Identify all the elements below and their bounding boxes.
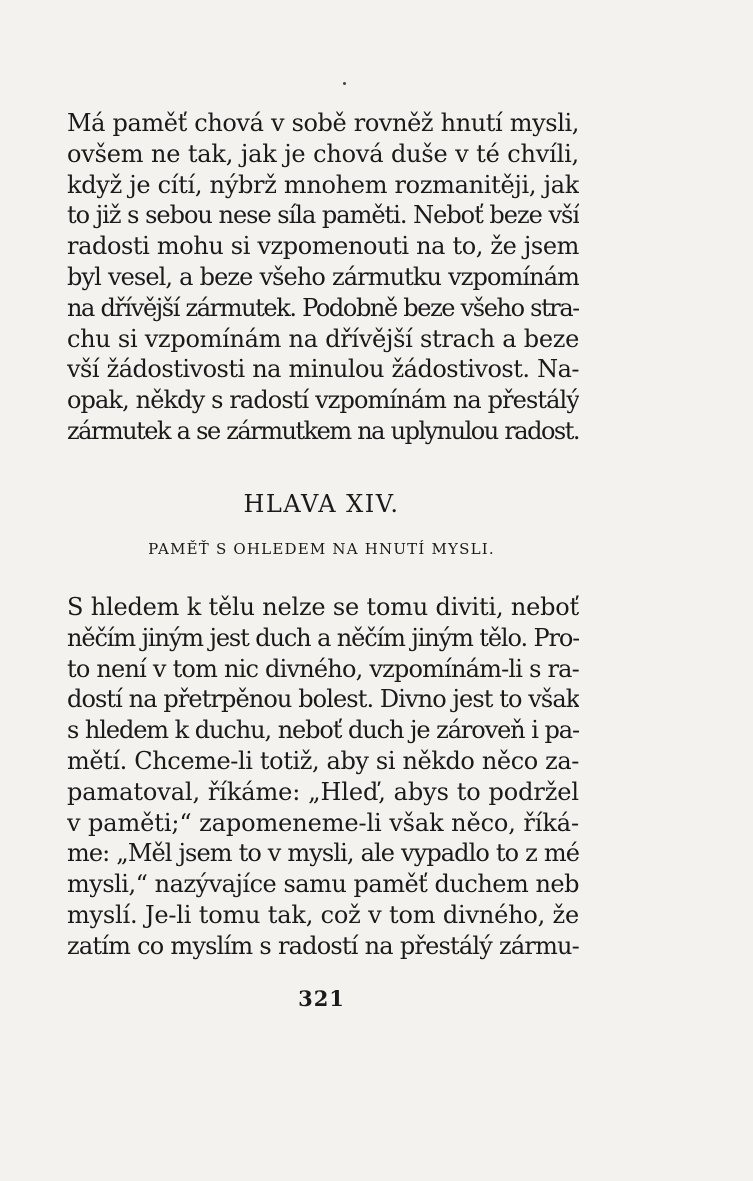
text-line: mysli,“ nazývajíce samu paměť duchem neb (67, 870, 579, 899)
text-line: to není v tom nic divného, vzpomínám-li s ra- (67, 654, 579, 683)
text-line: ovšem ne tak, jak je chová duše v té chvíli, (67, 139, 579, 168)
ink-speck (343, 82, 346, 85)
text-line: s hledem k duchu, neboť duch je zároveň i pa- (67, 716, 579, 745)
text-line: pamatoval, říkáme: „Hleď, abys to podržel (67, 777, 579, 806)
text-line: S hledem k tělu nelze se tomu diviti, neboť (67, 593, 579, 621)
page-number: 321 (298, 986, 345, 1011)
text-line: opak, někdy s radostí vzpomínám na přestálý (67, 386, 579, 415)
text-line: me: „Měl jsem to v mysli, ale vypadlo to z mé (67, 839, 579, 868)
text-line: zármutek a se zármutkem na uplynulou radost. (67, 416, 579, 445)
paragraph-2 (67, 592, 579, 962)
text-line: když je cítí, nýbrž mnohem rozmanitěji, jak (67, 170, 579, 199)
text-line: radosti mohu si vzpomenouti na to, že jsem (67, 232, 579, 261)
text-line: v paměti;“ zapomeneme-li však něco, říká- (67, 808, 579, 837)
text-line: něčím jiným jest duch a něčím jiným tělo. Pro- (67, 623, 579, 652)
text-line: myslí. Je-li tomu tak, což v tom divného, že (67, 900, 579, 929)
text-line: mětí. Chceme-li totiž, aby si někdo něco za- (67, 746, 579, 775)
text-line: chu si vzpomínám na dřívější strach a beze (67, 324, 579, 353)
text-line: Má paměť chová v sobě rovněž hnutí mysli, (67, 109, 579, 137)
paragraph-1 (67, 108, 579, 447)
text-line: zatím co myslím s radostí na přestálý zármu- (67, 931, 579, 960)
text-line: vší žádostivosti na minulou žádostivost. Na- (67, 355, 579, 384)
text-line: to již s sebou nese síla paměti. Neboť beze vší (67, 201, 579, 230)
text-line: byl vesel, a beze všeho zármutku vzpomínám (67, 262, 579, 291)
text-line: dostí na přetrpěnou bolest. Divno jest to však (67, 685, 579, 714)
text-line: na dřívější zármutek. Podobně beze všeho stra- (67, 293, 579, 322)
chapter-heading: HLAVA XIV. (243, 490, 400, 518)
chapter-subtitle: PAMĚŤ S OHLEDEM NA HNUTÍ MYSLI. (148, 540, 495, 558)
